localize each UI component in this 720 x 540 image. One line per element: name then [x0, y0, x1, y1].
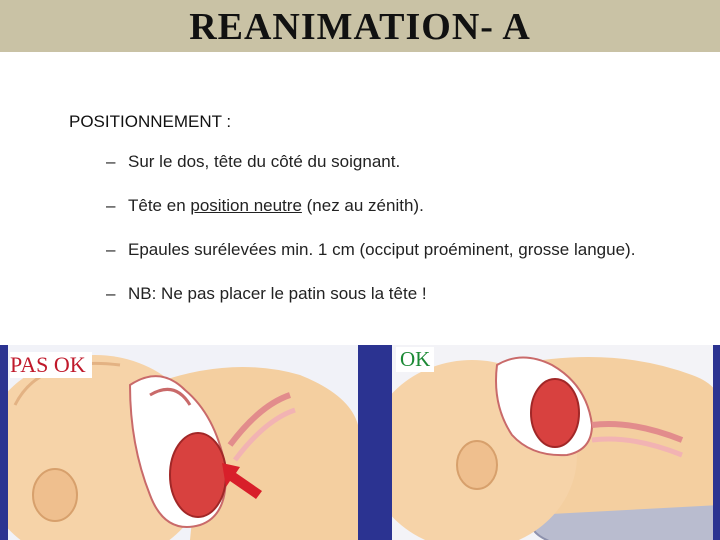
title-bar [0, 0, 720, 52]
bullet-item [106, 240, 635, 284]
infant-airway-neutral-image [392, 345, 720, 540]
bullet-text-end: (nez au zénith). [301, 196, 424, 215]
bullet-dash: – [106, 284, 116, 303]
bullet-text: Sur le dos, tête du côté du soignant. [128, 152, 401, 171]
figure-frame-left [0, 345, 8, 540]
bullet-dash: – [106, 152, 116, 171]
slide-title: REANIMATION- A [189, 6, 531, 48]
bullet-text: Epaules surélevées min. 1 cm (occiput proéminent, grosse langue). [128, 240, 636, 259]
bullet-dash: – [106, 196, 116, 215]
bullet-text-underlined: position neutre [190, 196, 302, 215]
bullet-list [106, 152, 635, 328]
bullet-text-start: Tête en [128, 196, 191, 215]
bullet-dash: – [106, 240, 116, 259]
tongue-shape [170, 433, 226, 517]
bullet-text: NB: Ne pas placer le patin sous la tête ! [128, 284, 427, 303]
bullet-item [106, 152, 635, 196]
bullet-item [106, 284, 635, 328]
section-label: POSITIONNEMENT : [69, 112, 232, 131]
ear-shape [457, 441, 497, 489]
figure-frame-right [713, 345, 720, 540]
tongue-shape [531, 379, 579, 447]
label-incorrect: PAS OK [10, 352, 92, 378]
ear-shape [33, 469, 77, 521]
label-correct: OK [396, 347, 434, 372]
figure-frame-divider [358, 345, 392, 540]
bullet-item [106, 196, 635, 240]
illustration-correct [392, 345, 720, 540]
